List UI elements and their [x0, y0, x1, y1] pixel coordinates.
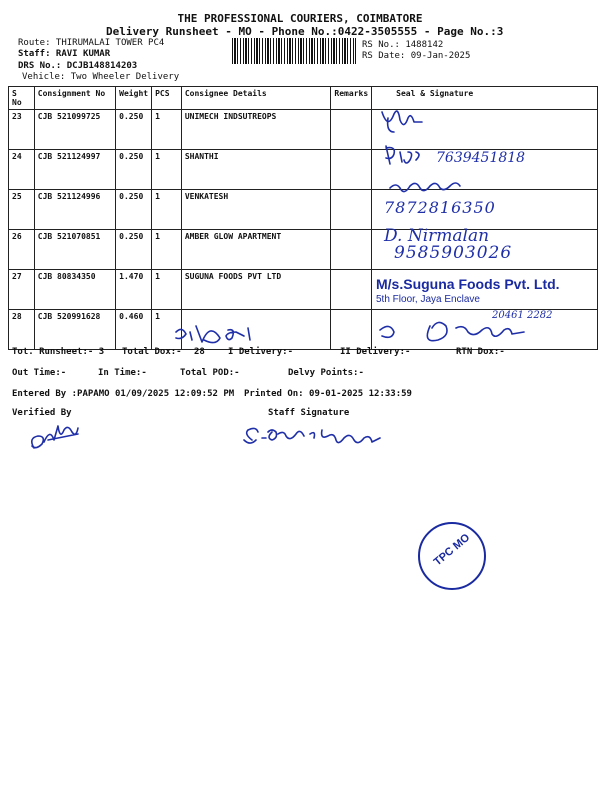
total-dox-value: 28	[194, 347, 205, 357]
signature-row-28-left	[176, 326, 250, 343]
cell-consignment: CJB 521099725	[34, 110, 115, 150]
cell-consignee: VENKATESH	[181, 190, 331, 230]
col-consignment: Consignment No	[34, 87, 115, 110]
runsheet-subtitle: Delivery Runsheet - MO - Phone No.:0422-3505555 - Page No.:3	[106, 25, 504, 38]
tpc-seal-text: TPC MO	[431, 531, 473, 569]
cell-pcs: 1	[152, 190, 182, 230]
cell-weight: 1.470	[116, 270, 152, 310]
cell-sno: 26	[9, 230, 35, 270]
staff-signature	[244, 428, 380, 443]
out-time: Out Time:-	[12, 368, 67, 378]
cell-consignment: CJB 521070851	[34, 230, 115, 270]
handwritten-name-row-26: D. Nirmalan	[384, 226, 490, 246]
cell-consignee: SHANTHI	[181, 150, 331, 190]
cell-weight: 0.250	[116, 190, 152, 230]
cell-consignment: CJB 520991628	[34, 310, 115, 350]
staff-label: Staff: RAVI KUMAR	[18, 49, 111, 59]
staff-signature-label: Staff Signature	[268, 408, 350, 418]
signature-row-24	[386, 146, 419, 164]
cell-sno: 25	[9, 190, 35, 230]
vehicle-label: Vehicle: Two Wheeler Delivery	[22, 72, 180, 82]
tpc-seal	[418, 522, 486, 590]
i-delivery: I Delivery:-	[228, 347, 294, 357]
printed-on: Printed On: 09-01-2025 12:33:59	[244, 389, 412, 399]
delvy-points: Delvy Points:-	[288, 368, 364, 378]
signature-row-23	[382, 111, 422, 132]
stamp-suguna-address: 5th Floor, Jaya Enclave	[376, 294, 480, 305]
handwritten-phone-row-25: 7872816350	[384, 198, 496, 217]
cell-consignee: UNIMECH INDSUTREOPS	[181, 110, 331, 150]
cell-pcs: 1	[152, 310, 182, 350]
ii-delivery: II Delivery:-	[340, 347, 411, 357]
cell-weight: 0.460	[116, 310, 152, 350]
cell-sno: 27	[9, 270, 35, 310]
cell-pcs: 1	[152, 150, 182, 190]
cell-sno: 23	[9, 110, 35, 150]
in-time: In Time:-	[98, 368, 147, 378]
signature-row-25	[390, 183, 460, 192]
col-remarks: Remarks	[331, 87, 372, 110]
total-dox-label: Total Dox:-	[122, 347, 182, 357]
cell-consignee: AMBER GLOW APARTMENT	[181, 230, 331, 270]
cell-sno: 28	[9, 310, 35, 350]
verified-by-label: Verified By	[12, 408, 72, 418]
signature-row-28-right	[380, 322, 524, 340]
total-runsheet: Tot. Runsheet:- 3	[12, 347, 105, 357]
route-label: Route: THIRUMALAI TOWER PC4	[18, 38, 165, 48]
drs-label: DRS No.: DCJB148814203	[18, 61, 138, 71]
handwritten-phone-row-24: 7639451818	[436, 150, 526, 166]
cell-pcs: 1	[152, 230, 182, 270]
company-title: THE PROFESSIONAL COURIERS, COIMBATORE	[177, 12, 423, 25]
cell-weight: 0.250	[116, 230, 152, 270]
cell-pcs: 1	[152, 110, 182, 150]
cell-consignee: SUGUNA FOODS PVT LTD	[181, 270, 331, 310]
stamp-suguna-name: M/s.Suguna Foods Pvt. Ltd.	[376, 276, 560, 292]
handwritten-note-row-28: 20461 2282	[492, 310, 553, 321]
entered-by: Entered By :PAPAMO 01/09/2025 12:09:52 PM	[12, 389, 235, 399]
cell-consignment: CJB 521124997	[34, 150, 115, 190]
cell-pcs: 1	[152, 270, 182, 310]
cell-consignment: CJB 80834350	[34, 270, 115, 310]
cell-weight: 0.250	[116, 150, 152, 190]
col-sno: S No	[9, 87, 35, 110]
cell-consignment: CJB 521124996	[34, 190, 115, 230]
cell-weight: 0.250	[116, 110, 152, 150]
verified-signature	[32, 426, 78, 448]
rs-number: RS No.: 1488142	[362, 40, 444, 50]
col-weight: Weight	[116, 87, 152, 110]
total-pod: Total POD:-	[180, 368, 240, 378]
col-consignee: Consignee Details	[181, 87, 331, 110]
col-seal-signature: Seal & Signature	[372, 87, 598, 110]
col-pcs: PCS	[152, 87, 182, 110]
cell-sno: 24	[9, 150, 35, 190]
handwritten-phone-row-26: 9585903026	[394, 243, 513, 263]
rtn-dox: RTN Dox:-	[456, 347, 505, 357]
rs-date: RS Date: 09-Jan-2025	[362, 51, 471, 61]
